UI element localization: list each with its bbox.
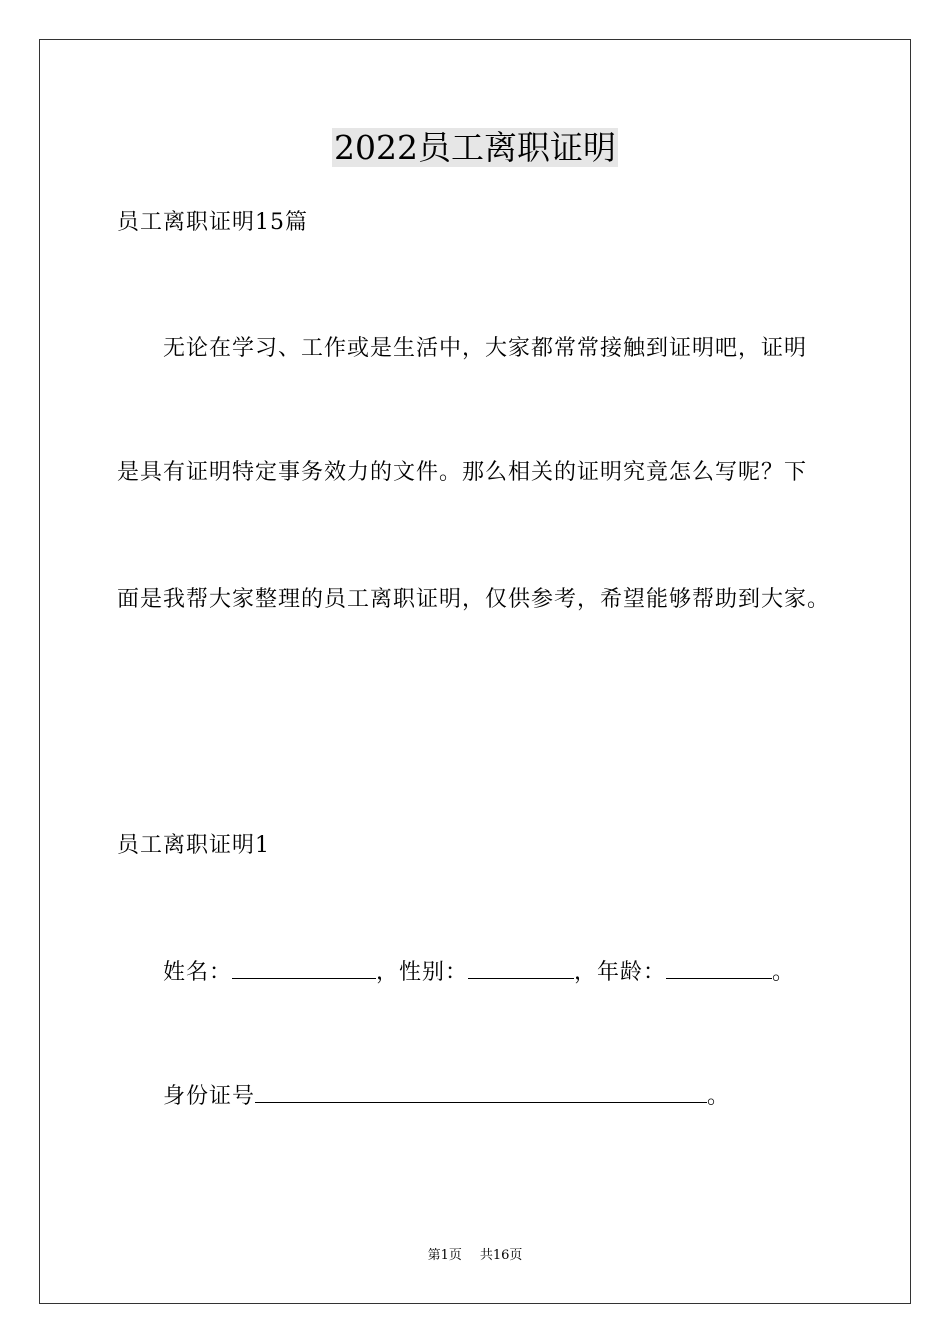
document-subtitle: 员工离职证明15篇 (117, 210, 308, 235)
intro-line-2: 是具有证明特定事务效力的文件。那么相关的证明究竟怎么写呢？下 (117, 460, 808, 485)
gender-label: ，性别： (376, 960, 469, 985)
age-blank[interactable] (666, 956, 772, 979)
intro-line-3: 面是我帮大家整理的员工离职证明，仅供参考，希望能够帮助到大家。 (117, 587, 831, 612)
id-label: 身份证号 (163, 1084, 256, 1109)
page-footer (0, 1247, 950, 1265)
id-end-mark: 。 (707, 1084, 731, 1109)
name-label: 姓名： (163, 960, 233, 985)
document-title (0, 125, 950, 171)
id-blank[interactable] (255, 1080, 707, 1103)
section-heading: 员工离职证明1 (117, 833, 270, 858)
age-label: ，年龄： (574, 960, 667, 985)
page-total: 共16页 (479, 1248, 523, 1263)
intro-line-1: 无论在学习、工作或是生活中，大家都常常接触到证明吧，证明 (163, 336, 808, 361)
line-end-mark: 。 (772, 960, 796, 985)
form-row-personal (163, 956, 795, 988)
form-row-id (163, 1080, 730, 1112)
gender-blank[interactable] (468, 956, 574, 979)
document-title-text: 2022员工离职证明 (334, 128, 616, 167)
page-number: 第1页 (427, 1248, 462, 1263)
name-blank[interactable] (232, 956, 376, 979)
